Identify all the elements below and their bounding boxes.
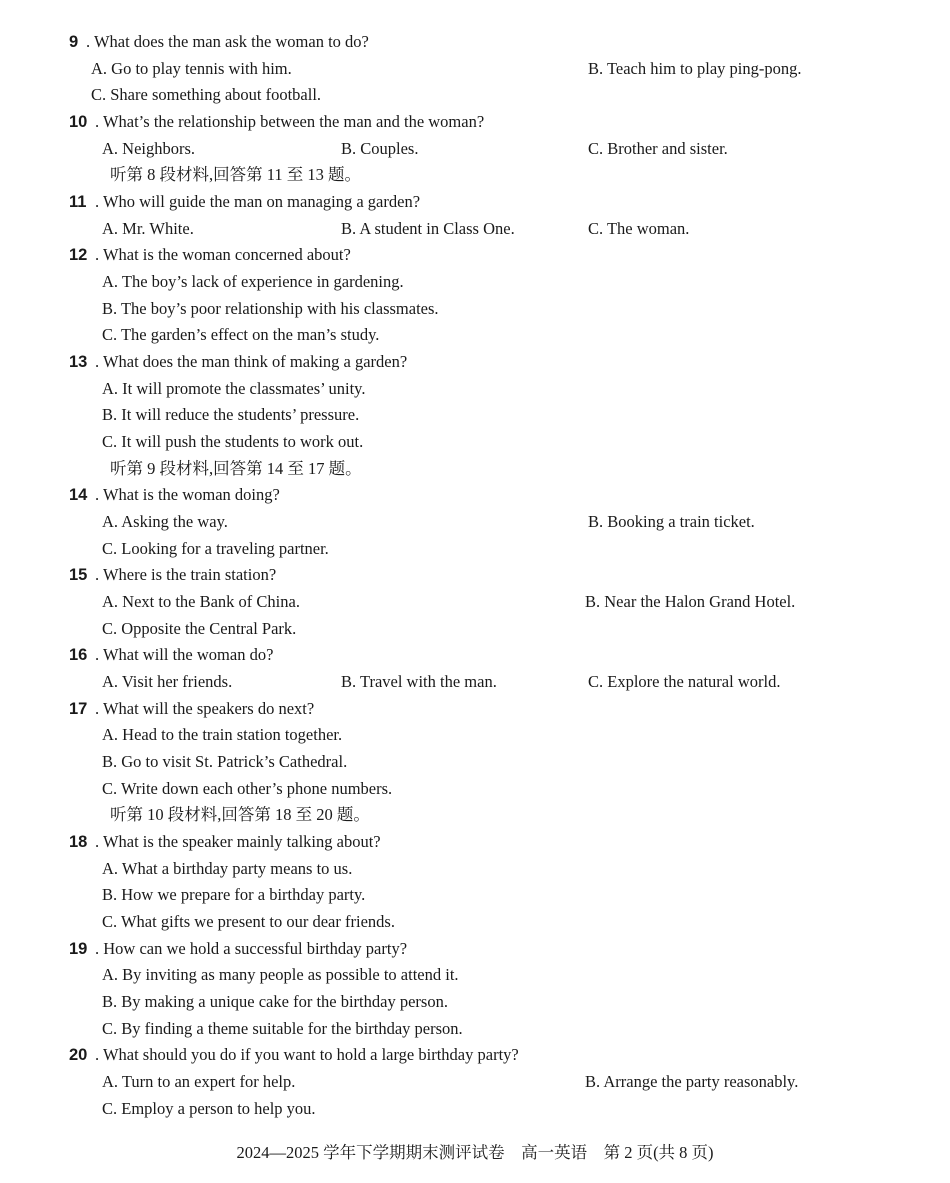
question-stem: . What will the speakers do next? (95, 699, 315, 718)
question-stem: . What does the man ask the woman to do? (86, 32, 369, 51)
option-b: B. By making a unique cake for the birthday person. (102, 992, 448, 1011)
question-number: 13 (69, 353, 88, 371)
option-b: B. Go to visit St. Patrick’s Cathedral. (102, 752, 348, 771)
option-b: B. Travel with the man. (341, 672, 497, 691)
question-stem: . What is the woman doing? (95, 485, 280, 504)
options-row (0, 429, 950, 455)
question-15 (0, 562, 950, 588)
option-c: C. By finding a theme suitable for the birthday person. (102, 1019, 463, 1038)
options-row (0, 296, 950, 322)
question-number: 16 (69, 646, 88, 664)
question-number: 9 (69, 33, 79, 51)
instruction-text: 听第 9 段材料,回答第 14 至 17 题。 (110, 459, 362, 478)
options-row (0, 589, 950, 615)
question-stem: . What should you do if you want to hold a large birthday party? (95, 1045, 519, 1064)
option-c: C. Write down each other’s phone numbers. (102, 779, 393, 798)
question-stem: . Where is the train station? (95, 565, 277, 584)
options-row (0, 909, 950, 935)
options-row (0, 882, 950, 908)
option-a: A. Head to the train station together. (102, 725, 343, 744)
options-row (0, 136, 950, 162)
options-row (0, 776, 950, 802)
option-c: C. Share something about football. (91, 85, 322, 104)
options-row (0, 82, 950, 108)
question-20 (0, 1042, 950, 1068)
options-row (0, 989, 950, 1015)
options-row (0, 722, 950, 748)
option-c: C. What gifts we present to our dear friends. (102, 912, 395, 931)
option-b: B. Teach him to play ping-pong. (588, 59, 802, 78)
options-row (0, 1096, 950, 1122)
question-number: 19 (69, 940, 88, 958)
options-row (0, 669, 950, 695)
option-c: C. Opposite the Central Park. (102, 619, 297, 638)
option-c: C. The garden’s effect on the man’s study. (102, 325, 380, 344)
option-c: C. Explore the natural world. (588, 672, 781, 691)
option-c: C. Brother and sister. (588, 139, 728, 158)
question-number: 11 (69, 193, 87, 211)
question-14 (0, 482, 950, 508)
option-a: A. By inviting as many people as possible to attend it. (102, 965, 459, 984)
option-a: A. Go to play tennis with him. (91, 59, 292, 78)
option-a: A. Mr. White. (102, 219, 194, 238)
option-b: B. Near the Halon Grand Hotel. (585, 592, 796, 611)
options-row (0, 1016, 950, 1042)
section-instruction (0, 162, 950, 188)
question-19 (0, 936, 950, 962)
question-13 (0, 349, 950, 375)
option-a: A. Next to the Bank of China. (102, 592, 300, 611)
options-row (0, 269, 950, 295)
question-stem: . What is the speaker mainly talking about? (95, 832, 381, 851)
option-a: A. Turn to an expert for help. (102, 1072, 296, 1091)
instruction-text: 听第 10 段材料,回答第 18 至 20 题。 (110, 805, 370, 824)
question-stem: . Who will guide the man on managing a garden? (95, 192, 421, 211)
option-a: A. Neighbors. (102, 139, 196, 158)
question-18 (0, 829, 950, 855)
option-b: B. The boy’s poor relationship with his classmates. (102, 299, 439, 318)
option-a: A. Visit her friends. (102, 672, 233, 691)
option-c: C. It will push the students to work out. (102, 432, 364, 451)
question-stem: . How can we hold a successful birthday party? (95, 939, 408, 958)
question-number: 20 (69, 1046, 88, 1064)
option-a: A. The boy’s lack of experience in gardening. (102, 272, 404, 291)
question-stem: . What will the woman do? (95, 645, 274, 664)
question-stem: . What does the man think of making a garden? (95, 352, 408, 371)
question-stem: . What is the woman concerned about? (95, 245, 351, 264)
section-instruction (0, 802, 950, 828)
options-row (0, 856, 950, 882)
options-row (0, 749, 950, 775)
options-row (0, 322, 950, 348)
options-row (0, 216, 950, 242)
question-number: 14 (69, 486, 88, 504)
option-b: B. Couples. (341, 139, 419, 158)
question-number: 10 (69, 113, 88, 131)
question-number: 18 (69, 833, 88, 851)
question-12 (0, 242, 950, 268)
question-number: 17 (69, 700, 88, 718)
instruction-text: 听第 8 段材料,回答第 11 至 13 题。 (110, 165, 362, 184)
question-17 (0, 696, 950, 722)
options-row (0, 509, 950, 535)
option-c: C. Employ a person to help you. (102, 1099, 316, 1118)
page-footer (0, 1140, 950, 1166)
question-number: 12 (69, 246, 88, 264)
question-11 (0, 189, 950, 215)
options-row (0, 616, 950, 642)
options-row (0, 962, 950, 988)
footer-text: 2024—2025 学年下学期期末测评试卷 高一英语 第 2 页(共 8 页) (236, 1143, 714, 1162)
options-row (0, 1069, 950, 1095)
question-stem: . What’s the relationship between the man and the woman? (95, 112, 485, 131)
question-number: 15 (69, 566, 88, 584)
option-b: B. Arrange the party reasonably. (585, 1072, 799, 1091)
options-row (0, 56, 950, 82)
options-row (0, 376, 950, 402)
option-c: C. The woman. (588, 219, 690, 238)
option-a: A. It will promote the classmates’ unity. (102, 379, 366, 398)
option-b: B. A student in Class One. (341, 219, 515, 238)
question-16 (0, 642, 950, 668)
option-a: A. Asking the way. (102, 512, 228, 531)
question-9 (0, 29, 950, 55)
option-b: B. Booking a train ticket. (588, 512, 755, 531)
option-c: C. Looking for a traveling partner. (102, 539, 329, 558)
options-row (0, 536, 950, 562)
question-10 (0, 109, 950, 135)
options-row (0, 402, 950, 428)
option-b: B. It will reduce the students’ pressure. (102, 405, 360, 424)
option-b: B. How we prepare for a birthday party. (102, 885, 366, 904)
option-a: A. What a birthday party means to us. (102, 859, 353, 878)
section-instruction (0, 456, 950, 482)
